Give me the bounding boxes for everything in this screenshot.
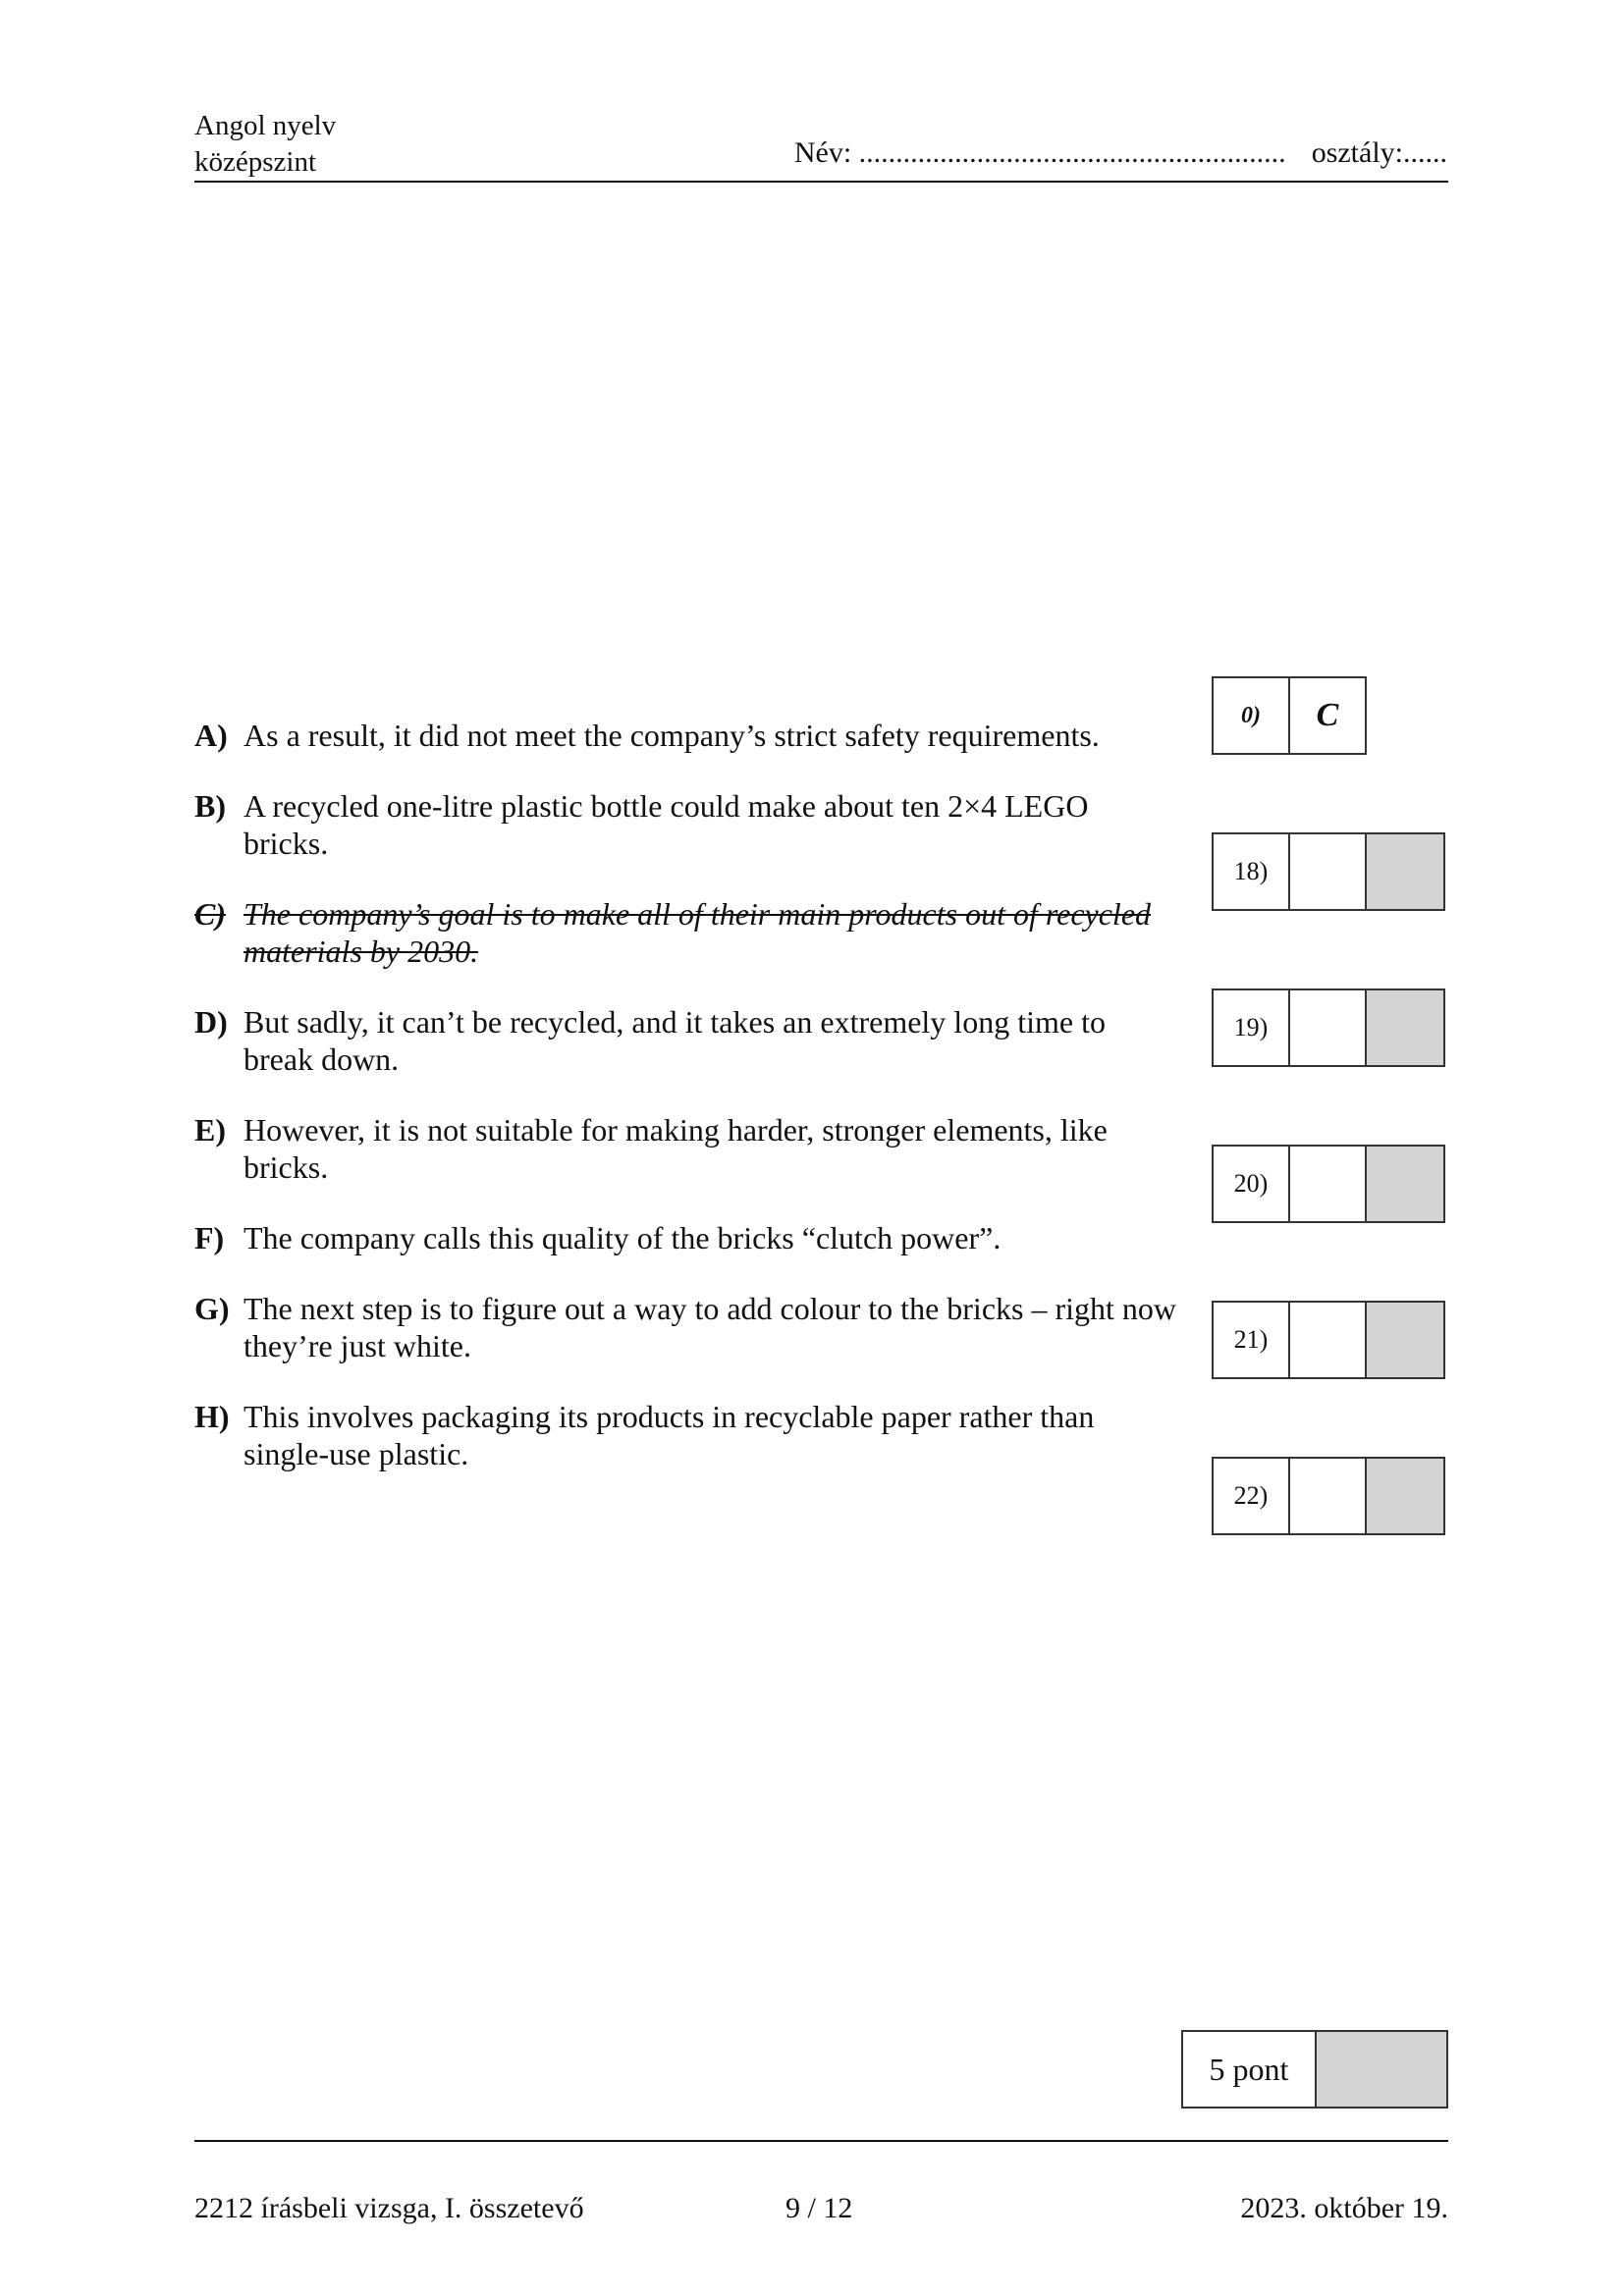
option-letter: F) (194, 1220, 225, 1255)
footer-page-number: 9 / 12 (785, 2192, 853, 2224)
points-label: 5 pont (1181, 2030, 1317, 2109)
option-letter: E) (194, 1112, 226, 1148)
answer-number: 20) (1212, 1145, 1290, 1223)
header-divider (194, 181, 1448, 183)
answer-number: 18) (1212, 832, 1290, 911)
example-number: 0) (1212, 676, 1290, 755)
option-c (194, 895, 1176, 970)
score-cell (1365, 1301, 1445, 1379)
answer-number: 19) (1212, 988, 1290, 1067)
answer-row-20 (1212, 1145, 1445, 1223)
option-text: However, it is not suitable for making harder, stronger elements, like bricks. (244, 1112, 1108, 1185)
footer-exam: 2212 írásbeli vizsga, I. összetevő (194, 2192, 584, 2224)
options-list (194, 717, 1176, 1506)
answer-row-21 (1212, 1301, 1445, 1379)
option-a (194, 717, 1176, 754)
answer-input[interactable] (1288, 832, 1367, 911)
answer-number: 21) (1212, 1301, 1290, 1379)
name-field[interactable]: Név: .......................................................... (793, 136, 1286, 169)
option-text: But sadly, it can’t be recycled, and it takes an extremely long time to break down. (244, 1004, 1106, 1077)
option-b (194, 787, 1176, 862)
answer-input[interactable] (1288, 1457, 1367, 1535)
option-e (194, 1111, 1176, 1186)
option-letter: B) (194, 788, 226, 824)
answer-row-18 (1212, 832, 1445, 911)
footer-date: 2023. október 19. (1240, 2192, 1448, 2224)
score-cell (1365, 988, 1445, 1067)
answer-row-22 (1212, 1457, 1445, 1535)
answer-input[interactable] (1288, 988, 1367, 1067)
answer-row-19 (1212, 988, 1445, 1067)
points-score-cell (1315, 2030, 1448, 2109)
option-f (194, 1219, 1176, 1256)
example-answer-row (1212, 676, 1367, 755)
option-letter: H) (194, 1399, 230, 1434)
option-letter: C) (194, 896, 226, 932)
header-subject: Angol nyelv (194, 110, 337, 141)
answer-number: 22) (1212, 1457, 1290, 1535)
option-text: The next step is to figure out a way to add colour to the bricks – right now they’re just white. (244, 1291, 1177, 1363)
option-text: This involves packaging its products in recyclable paper rather than single-use plastic. (244, 1399, 1095, 1471)
score-cell (1365, 832, 1445, 911)
option-text: A recycled one-litre plastic bottle could make about ten 2×4 LEGO bricks. (244, 788, 1089, 861)
example-answer: C (1288, 676, 1367, 755)
option-text: The company calls this quality of the bricks “clutch power”. (244, 1220, 1001, 1255)
footer-divider (194, 2140, 1448, 2142)
class-field[interactable]: osztály:...... (1311, 136, 1447, 169)
score-cell (1365, 1145, 1445, 1223)
option-letter: G) (194, 1291, 230, 1326)
option-g (194, 1290, 1176, 1364)
option-h (194, 1398, 1176, 1472)
header-subject-block (194, 108, 336, 181)
option-d (194, 1003, 1176, 1078)
answer-input[interactable] (1288, 1145, 1367, 1223)
option-text: As a result, it did not meet the company’s strict safety requirements. (244, 718, 1100, 753)
header-name-class (794, 134, 1447, 171)
option-text: The company’s goal is to make all of their main products out of recycled materials by 2030. (244, 896, 1152, 969)
option-letter: D) (194, 1004, 228, 1040)
answer-input[interactable] (1288, 1301, 1367, 1379)
option-letter: A) (194, 718, 228, 753)
points-box (1181, 2030, 1448, 2109)
score-cell (1365, 1457, 1445, 1535)
header-level: középszint (194, 146, 317, 178)
